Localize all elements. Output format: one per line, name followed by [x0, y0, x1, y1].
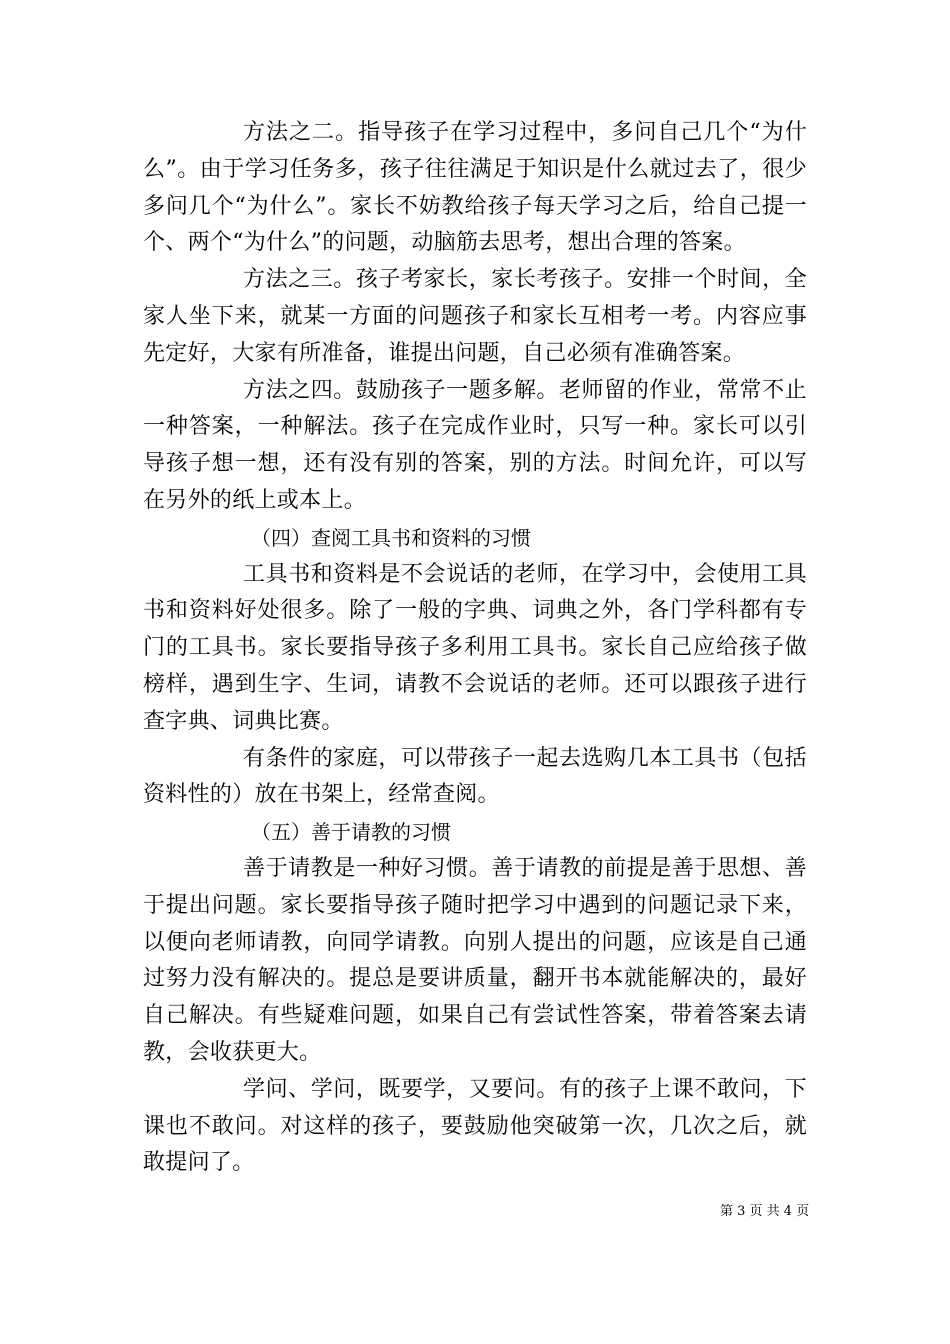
section-heading-4: （四）查阅工具书和资料的习惯: [251, 525, 531, 550]
paragraph-buy-books: 有条件的家庭，可以带孩子一起去选购几本工具书（包括资料性的）放在书架上，经常查阅。: [143, 745, 807, 808]
page-number-footer: 第 3 页 共 4 页: [720, 1204, 810, 1219]
paragraph-method-3: 方法之三。孩子考家长，家长考孩子。安排一个时间，全家人坐下来，就某一方面的问题孩子和家长互相考一考。内容应事先定好，大家有所准备，谁提出问题，自己必须有准确答案。: [143, 267, 807, 366]
section-heading-5: （五）善于请教的习惯: [251, 820, 451, 845]
paragraph-learn-and-ask: 学问、学问，既要学，又要问。有的孩子上课不敢问，下课也不敢问。对这样的孩子，要鼓励他突破第一次，几次之后，就敢提问了。: [143, 1076, 807, 1176]
document-body: [143, 115, 807, 1182]
paragraph-asking-questions: 善于请教是一种好习惯。善于请教的前提是善于思想、善于提出问题。家长要指导孩子随时把学习中遇到的问题记录下来，以便向老师请教，向同学请教。向别人提出的问题，应该是自己通过努力没有解决的。提总是要讲质量，翻开书本就能解决的，最好自己解决。有些疑难问题，如果自己有尝试性答案，带着答案去请教，会收获更大。: [143, 855, 807, 1065]
paragraph-method-2: 方法之二。指导孩子在学习过程中，多问自己几个“为什么”。由于学习任务多，孩子往往满足于知识是什么就过去了，很少多问几个“为什么”。家长不妨教给孩子每天学习之后，给自己提一个、两个“为什么”的问题，动脑筋去思考，想出合理的答案。: [143, 120, 807, 256]
paragraph-method-4: 方法之四。鼓励孩子一题多解。老师留的作业，常常不止一种答案，一种解法。孩子在完成作业时，只写一种。家长可以引导孩子想一想，还有没有别的答案，别的方法。时间允许，可以写在另外的纸上或本上。: [143, 377, 807, 513]
paragraph-reference-books: 工具书和资料是不会说话的老师，在学习中，会使用工具书和资料好处很多。除了一般的字典、词典之外，各门学科都有专门的工具书。家长要指导孩子多利用工具书。家长自己应给孩子做榜样，遇到生字、生词，请教不会说话的老师。还可以跟孩子进行查字典、词典比赛。: [143, 561, 807, 734]
